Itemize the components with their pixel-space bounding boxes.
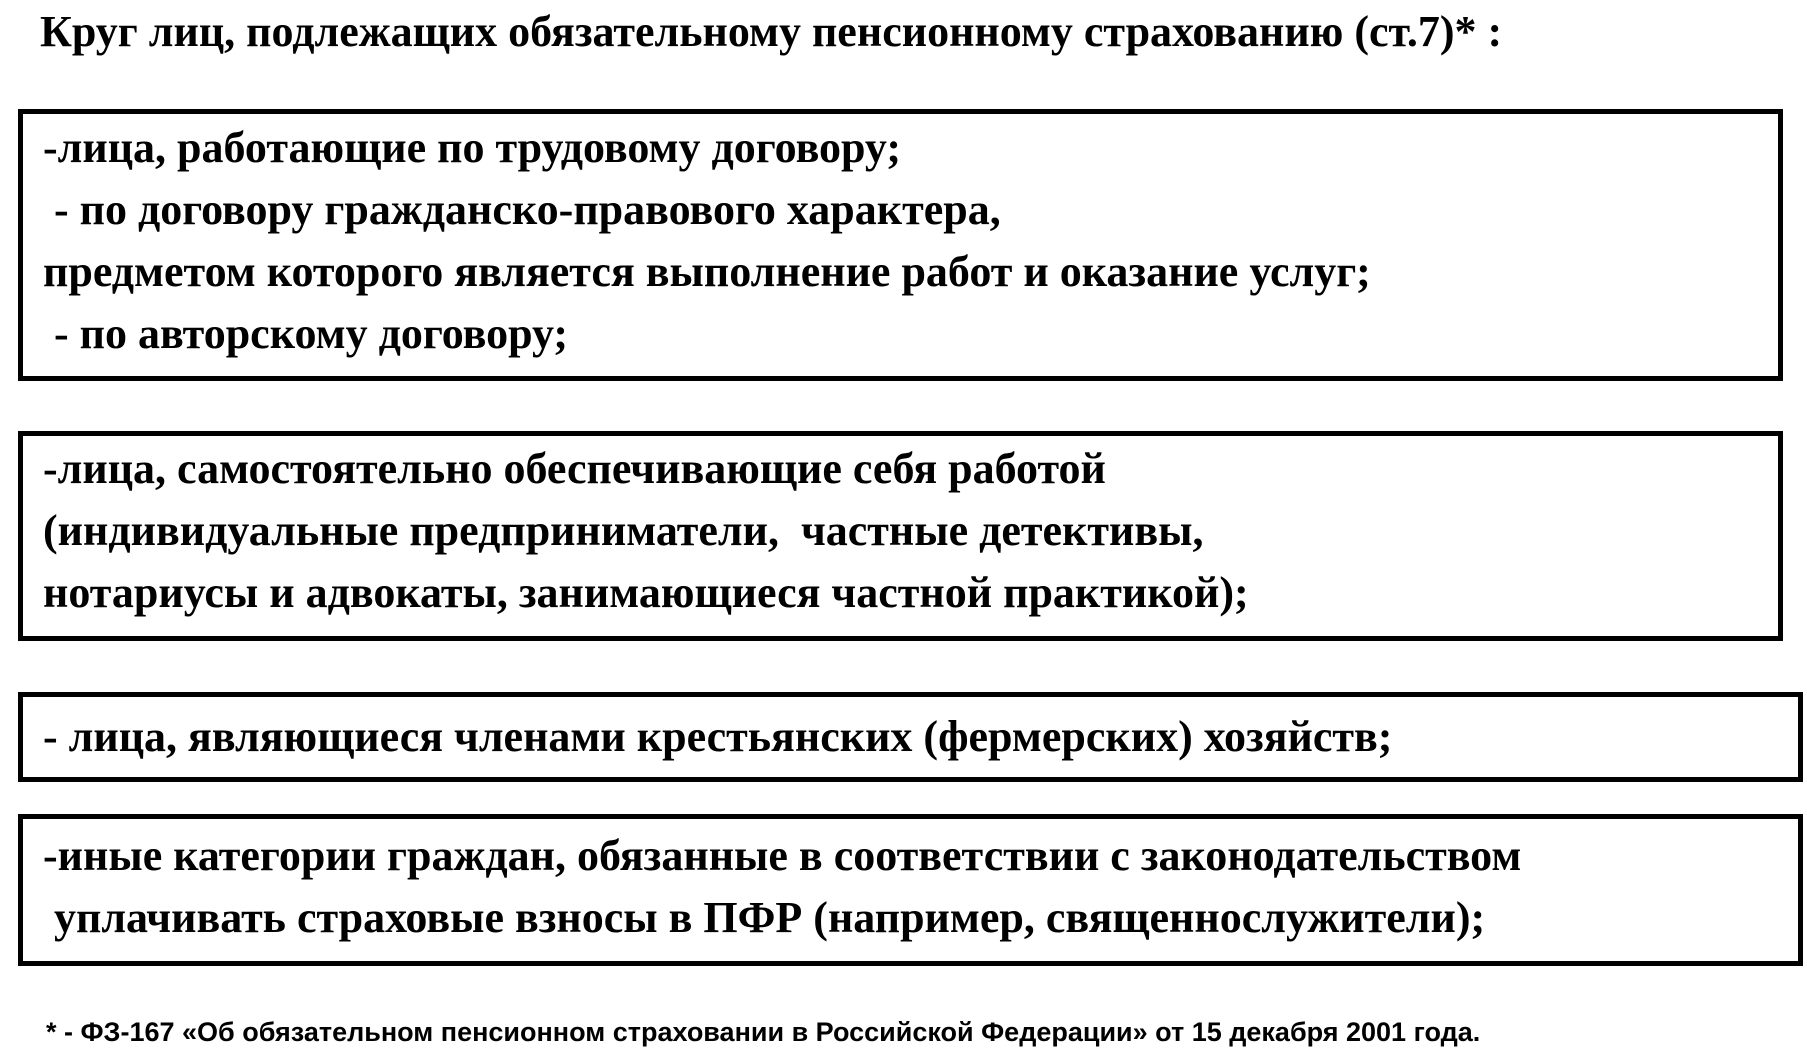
category-box-other-citizens — [18, 814, 1803, 966]
category-box-self-employed — [18, 431, 1783, 641]
box-line: нотариусы и адвокаты, занимающиеся частной практикой); — [43, 568, 1249, 617]
footnote: * - ФЗ-167 «Об обязательном пенсионном страховании в Российской Федерации» от 15 декабря 2001 года. — [46, 1017, 1481, 1047]
box-line: уплачивать страховые взносы в ПФР (например, священнослужители); — [43, 893, 1486, 942]
box-line: (индивидуальные предприниматели, частные детективы, — [43, 506, 1204, 555]
page-title: Круг лиц, подлежащих обязательному пенсионному страхованию (ст.7)* : — [40, 7, 1503, 56]
box-line: предметом которого является выполнение работ и оказание услуг; — [43, 247, 1371, 296]
box-line: - по авторскому договору; — [43, 309, 569, 358]
category-box-employees — [18, 109, 1783, 381]
category-box-farmers — [18, 692, 1803, 782]
box-line: -иные категории граждан, обязанные в соответствии с законодательством — [43, 831, 1522, 880]
box-line: - лица, являющиеся членами крестьянских (фермерских) хозяйств; — [43, 712, 1393, 761]
box-line: -лица, самостоятельно обеспечивающие себя работой — [43, 444, 1106, 493]
box-line: - по договору гражданско-правового характера, — [43, 185, 1001, 234]
box-line: -лица, работающие по трудовому договору; — [43, 123, 901, 172]
